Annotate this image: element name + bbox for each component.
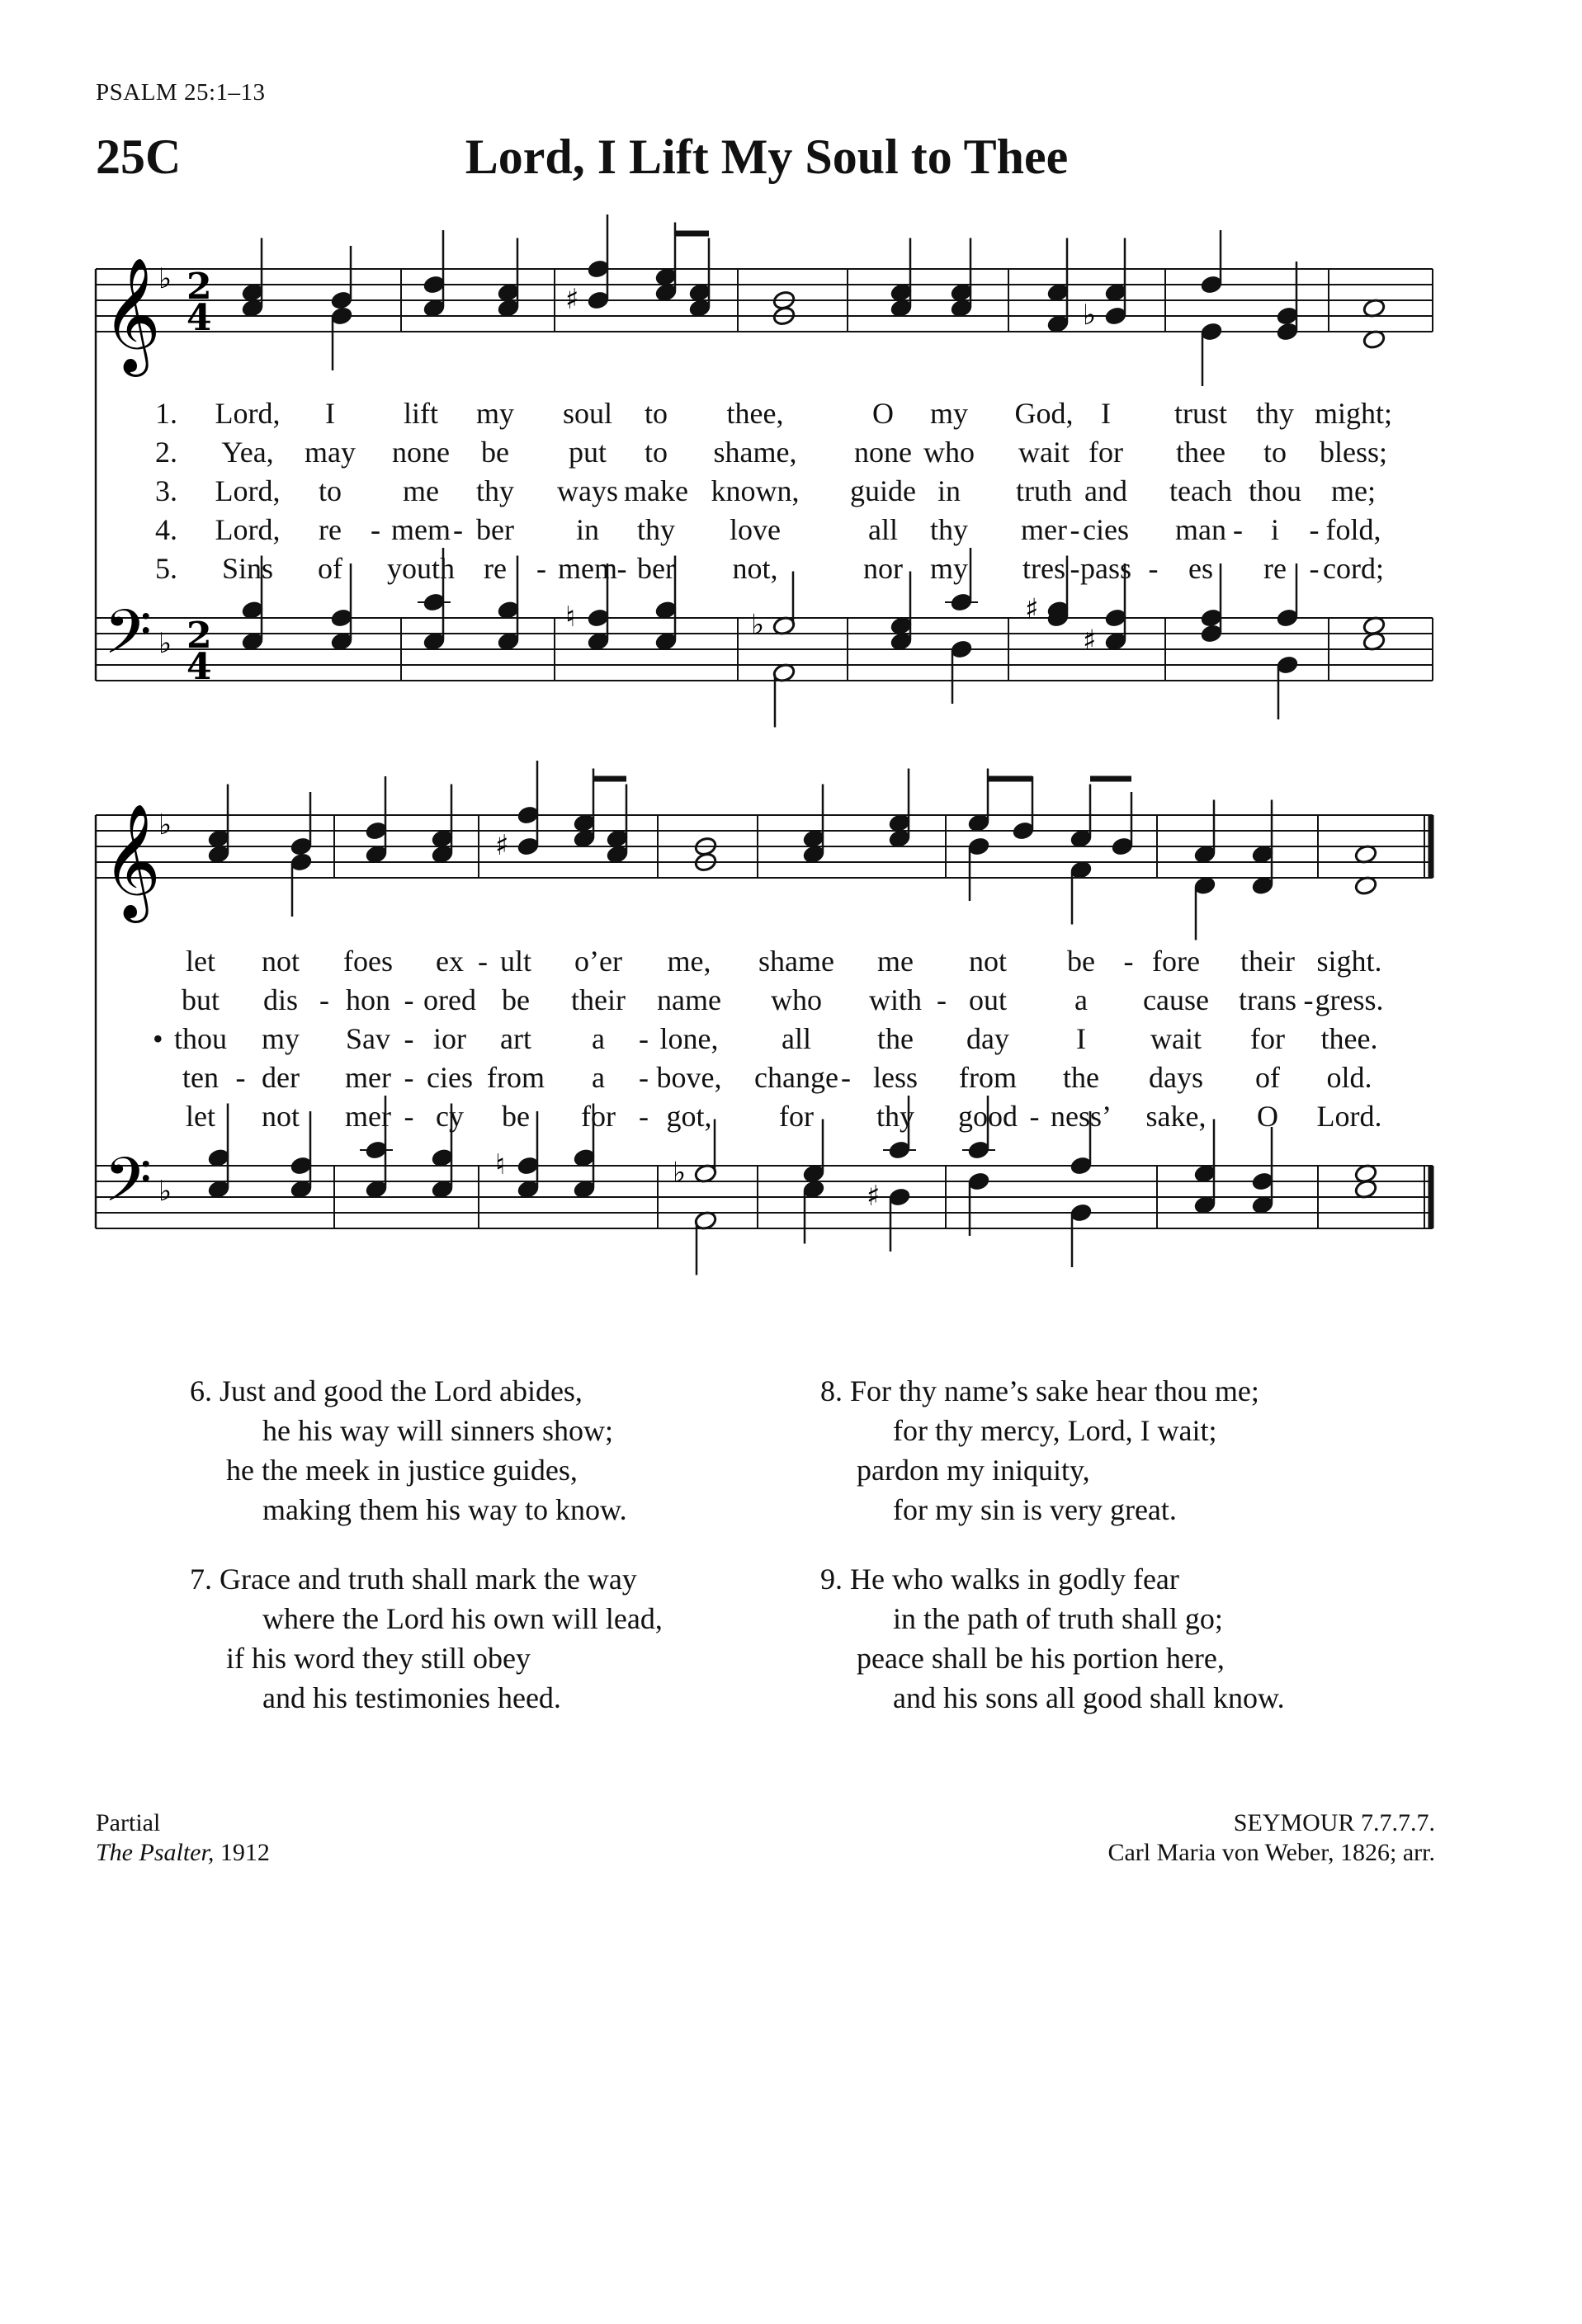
credit-source (96, 1838, 270, 1868)
lyric-syllable: mem (558, 552, 617, 585)
syllable-hyphen: - (1029, 1100, 1040, 1133)
lyric-syllable: tres (1022, 552, 1065, 585)
lyric-syllable: put (568, 436, 607, 469)
lyric-syllable: thy (1255, 397, 1295, 430)
lyric-syllable: Lord, (215, 474, 281, 507)
lyric-syllable: Sav (346, 1022, 390, 1055)
lyric-syllable: cies (1083, 513, 1129, 546)
lyric-syllable: God, (1014, 397, 1074, 430)
lyric-syllable: be (1067, 945, 1095, 978)
lyric-syllable: name (657, 983, 721, 1016)
lyric-syllable: not, (732, 552, 778, 585)
lyric-syllable: thee. (1320, 1022, 1378, 1055)
lyric-syllable: ex (436, 945, 464, 978)
time-signature-bottom: 4 (187, 646, 212, 688)
lyric-syllable: who (923, 436, 975, 469)
lyric-syllable: but (181, 983, 220, 1016)
syllable-hyphen: - (536, 552, 546, 585)
lyric-syllable: old. (1326, 1061, 1372, 1094)
lyric-syllable: me (877, 945, 914, 978)
lyric-syllable: for (581, 1100, 616, 1133)
stanza-line: and his testimonies heed. (262, 1681, 561, 1714)
lyric-syllable: ber (476, 513, 514, 546)
syllable-hyphen: - (404, 983, 414, 1016)
lyric-syllable: days (1149, 1061, 1203, 1094)
accidental: ♮ (495, 1148, 506, 1181)
stanza-9 (820, 1559, 1285, 1718)
lyric-syllable: their (571, 983, 626, 1016)
lyric-syllable: thou (173, 1022, 228, 1055)
verse-number: 1. (155, 397, 177, 430)
lyric-syllable: my (929, 552, 969, 585)
time-signature-bottom: 4 (187, 297, 212, 339)
verse-number: 5. (155, 552, 177, 585)
lyric-syllable: teach (1169, 474, 1232, 507)
lyric-syllable: none (854, 436, 912, 469)
syllable-hyphen: - (1303, 983, 1314, 1016)
lyric-syllable: bless; (1319, 436, 1388, 469)
accidental: ♮ (565, 601, 576, 634)
lyric-syllable: mer (345, 1061, 391, 1094)
accidental: ♭ (751, 608, 765, 642)
lyric-syllable: Lord, (215, 397, 281, 430)
lyric-syllable: for (779, 1100, 814, 1133)
lyric-syllable: hon (346, 983, 390, 1016)
stanza-line: he the meek in justice guides, (226, 1454, 578, 1487)
lyric-syllable: i (1270, 513, 1280, 546)
lyric-syllable: not (968, 945, 1008, 978)
syllable-hyphen: - (1309, 513, 1320, 546)
syllable-hyphen: - (404, 1022, 414, 1055)
accidental: ♯ (565, 283, 579, 316)
lyric-syllable: cause (1143, 983, 1209, 1016)
tune-composer: Carl Maria von Weber, 1826; arr. (1107, 1839, 1435, 1866)
stanza-line: 7. Grace and truth shall mark the way (190, 1563, 637, 1596)
lyric-syllable: change (754, 1061, 838, 1094)
lyric-syllable: to (644, 436, 668, 469)
syllable-hyphen: - (235, 1061, 246, 1094)
lyric-syllable: der (262, 1061, 300, 1094)
hymn-title: Lord, I Lift My Soul to Thee (465, 130, 1069, 184)
lyric-syllable: I (1101, 397, 1111, 430)
verse-number: 2. (155, 436, 177, 469)
syllable-hyphen: - (404, 1100, 414, 1133)
syllable-hyphen: - (319, 983, 329, 1016)
lyric-syllable: art (500, 1022, 531, 1055)
stanza-line: peace shall be his portion here, (857, 1642, 1225, 1675)
lyric-syllable: let (186, 1100, 215, 1133)
syllable-hyphen: - (1070, 513, 1080, 546)
lyric-syllable: out (968, 983, 1008, 1016)
stanza-line: making them his way to know. (262, 1493, 627, 1526)
lyric-syllable: known, (711, 474, 800, 507)
syllable-hyphen: - (639, 1061, 649, 1094)
verse-number: 3. (155, 474, 177, 507)
lyric-syllable: none (392, 436, 450, 469)
lyric-syllable: ult (499, 945, 532, 978)
lyric-syllable: ways (557, 474, 618, 507)
lyric-syllable: thy (876, 1100, 915, 1133)
lyric-syllable: lift (404, 397, 438, 430)
accidental: ♭ (1083, 299, 1097, 332)
lyric-syllable: thy (475, 474, 515, 507)
lyric-syllable: cies (427, 1061, 473, 1094)
syllable-hyphen: - (453, 513, 463, 546)
lyric-syllable: thy (929, 513, 969, 546)
lyric-syllable: my (929, 397, 969, 430)
lyric-syllable: gress. (1315, 983, 1384, 1016)
syllable-hyphen: - (639, 1022, 649, 1055)
lyric-syllable: of (318, 552, 342, 585)
lyric-syllable: a (592, 1061, 605, 1094)
treble-clef: 𝄞 (102, 257, 161, 372)
lyric-syllable: all (782, 1022, 811, 1055)
lyric-syllable: Lord, (215, 513, 281, 546)
lyric-syllable: guide (850, 474, 916, 507)
lyric-syllable: re (1263, 552, 1287, 585)
stanza-line: he his way will sinners show; (262, 1414, 613, 1447)
lyric-syllable: dis (262, 983, 299, 1016)
lyric-syllable: foes (343, 945, 393, 978)
lyric-syllable: not (261, 945, 300, 978)
syllable-hyphen: - (1309, 552, 1320, 585)
credit-source-title: The Psalter, (96, 1839, 215, 1866)
text-credit (96, 1808, 270, 1868)
lyric-syllable: Yea, (221, 436, 274, 469)
lyric-syllable: me; (1331, 474, 1376, 507)
lyric-syllable: youth (386, 552, 456, 585)
stanza-6 (190, 1371, 627, 1530)
lyric-syllable: be (502, 983, 530, 1016)
lyric-syllable: pass (1080, 552, 1131, 585)
syllable-hyphen: - (478, 945, 488, 978)
lyric-syllable: thy (636, 513, 676, 546)
lyric-syllable: ior (433, 1022, 466, 1055)
lyric-syllable: the (877, 1022, 914, 1055)
lyric-syllable: with (868, 983, 923, 1016)
lyric-syllable: trans (1239, 983, 1296, 1016)
stanza-line: pardon my iniquity, (857, 1454, 1090, 1487)
accidental: ♭ (158, 627, 172, 660)
accidental: ♯ (1083, 624, 1097, 658)
lyric-syllable: to (644, 397, 668, 430)
lyric-syllable: fore (1152, 945, 1200, 978)
lyric-syllable: re (319, 513, 342, 546)
lyric-syllable: to (1263, 436, 1287, 469)
lyric-syllable: not (261, 1100, 300, 1133)
lyric-syllable: be (481, 436, 509, 469)
syllable-hyphen: - (937, 983, 947, 1016)
syllable-hyphen: - (404, 1061, 414, 1094)
bass-clef: 𝄢 (104, 1144, 152, 1231)
lyric-syllable: let (186, 945, 215, 978)
lyric-syllable: my (475, 397, 515, 430)
lyric-syllable: es (1188, 552, 1213, 585)
lyric-syllable: fold, (1325, 513, 1381, 546)
accidental: ♭ (158, 1175, 172, 1208)
lyric-syllable: from (959, 1061, 1017, 1094)
lyric-syllable: I (1076, 1022, 1086, 1055)
stanza-line: for my sin is very great. (893, 1493, 1177, 1526)
accidental: ♭ (673, 1156, 687, 1190)
bullet-mark: • (153, 1022, 163, 1055)
stanza-line: 6. Just and good the Lord abides, (190, 1374, 583, 1407)
stanza-line: where the Lord his own will lead, (262, 1602, 663, 1635)
lyric-syllable: and (1084, 474, 1127, 507)
lyric-syllable: ten (182, 1061, 219, 1094)
syllable-hyphen: - (841, 1061, 851, 1094)
lyric-syllable: less (873, 1061, 918, 1094)
lyric-syllable: o’er (574, 945, 622, 978)
lyric-syllable: I (325, 397, 335, 430)
lyric-syllable: nor (863, 552, 903, 585)
tune-name: SEYMOUR 7.7.7.7. (1233, 1809, 1435, 1836)
lyric-syllable: shame (758, 945, 834, 978)
lyric-syllable: Sins (221, 552, 274, 585)
lyric-syllable: man (1175, 513, 1226, 546)
lyric-syllable: sight. (1316, 945, 1382, 978)
lyric-syllable: wait (1018, 436, 1070, 469)
lyric-syllable: might; (1314, 397, 1393, 430)
lyric-syllable: all (868, 513, 898, 546)
lyric-syllable: truth (1016, 474, 1072, 507)
lyric-syllable: thee (1176, 436, 1225, 469)
lyric-syllable: from (487, 1061, 545, 1094)
accidental: ♯ (867, 1180, 881, 1213)
hymn-number: 25C (96, 130, 182, 184)
lyric-syllable: O (1257, 1100, 1278, 1133)
lyric-syllable: may (305, 436, 356, 469)
lyric-syllable: bove, (656, 1061, 722, 1094)
syllable-hyphen: - (1070, 552, 1080, 585)
stanza-7 (190, 1559, 663, 1718)
lyric-syllable: for (1089, 436, 1123, 469)
tune-credit (1107, 1808, 1435, 1868)
accidental: ♯ (495, 829, 509, 862)
treble-clef: 𝄞 (102, 804, 161, 918)
syllable-hyphen: - (616, 552, 627, 585)
stanza-line: if his word they still obey (226, 1642, 531, 1675)
syllable-hyphen: - (1123, 945, 1134, 978)
lyric-syllable: Lord. (1316, 1100, 1382, 1133)
stanza-line: for thy mercy, Lord, I wait; (893, 1414, 1217, 1447)
lyric-syllable: for (1250, 1022, 1285, 1055)
stanza-line: 9. He who walks in godly fear (820, 1563, 1179, 1596)
time-signature-top: 2 (187, 615, 212, 657)
credit-source-year: 1912 (214, 1839, 270, 1866)
lyric-syllable: shame, (713, 436, 797, 469)
accidental: ♭ (158, 808, 172, 841)
lyric-syllable: cord; (1323, 552, 1384, 585)
accidental: ♯ (1025, 592, 1039, 626)
stanza-8 (820, 1371, 1259, 1530)
lyric-syllable: mem (391, 513, 451, 546)
lyric-syllable: a (592, 1022, 605, 1055)
lyric-syllable: soul (562, 397, 613, 430)
lyric-syllable: a (1074, 983, 1088, 1016)
scripture-reference: PSALM 25:1–13 (96, 79, 266, 106)
lyric-syllable: cy (436, 1100, 464, 1133)
lyric-syllable: my (261, 1022, 300, 1055)
lyric-syllable: day (966, 1022, 1009, 1055)
syllable-hyphen: - (371, 513, 380, 546)
syllable-hyphen: - (639, 1100, 649, 1133)
lyric-syllable: ber (637, 552, 675, 585)
lyric-syllable: mer (345, 1100, 391, 1133)
lyric-syllable: thou (1248, 474, 1302, 507)
bass-clef: 𝄢 (104, 596, 152, 683)
lyric-syllable: trust (1174, 397, 1228, 430)
credit-partial: Partial (96, 1809, 161, 1836)
lyric-syllable: ored (423, 983, 476, 1016)
stanza-line: and his sons all good shall know. (893, 1681, 1285, 1714)
accidental: ♭ (158, 262, 172, 295)
stanza-line: 8. For thy name’s sake hear thou me; (820, 1374, 1259, 1407)
time-signature-top: 2 (187, 266, 212, 308)
lyric-syllable: in (575, 513, 600, 546)
lyric-syllable: the (1063, 1061, 1099, 1094)
lyric-syllable: lone, (659, 1022, 719, 1055)
lyric-syllable: make (624, 474, 688, 507)
lyric-syllable: mer (1021, 513, 1067, 546)
syllable-hyphen: - (1233, 513, 1243, 546)
lyric-syllable: ness’ (1051, 1100, 1112, 1133)
lyric-syllable: thee, (726, 397, 784, 430)
lyric-syllable: be (502, 1100, 530, 1133)
lyric-syllable: me, (667, 945, 711, 978)
lyric-syllable: wait (1150, 1022, 1202, 1055)
lyric-syllable: who (771, 983, 822, 1016)
lyric-syllable: in (937, 474, 961, 507)
lyric-syllable: to (318, 474, 342, 507)
lyric-syllable: me (403, 474, 439, 507)
syllable-hyphen: - (1148, 552, 1159, 585)
lyric-syllable: O (872, 397, 894, 430)
lyric-syllable: got, (666, 1100, 712, 1133)
lyric-syllable: good (958, 1100, 1018, 1133)
stanza-line: in the path of truth shall go; (893, 1602, 1223, 1635)
lyric-syllable: sake, (1145, 1100, 1207, 1133)
lyric-syllable: of (1255, 1061, 1280, 1094)
verse-number: 4. (155, 513, 177, 546)
lyric-syllable: re (484, 552, 507, 585)
lyric-syllable: their (1240, 945, 1295, 978)
lyric-syllable: love (730, 513, 781, 546)
